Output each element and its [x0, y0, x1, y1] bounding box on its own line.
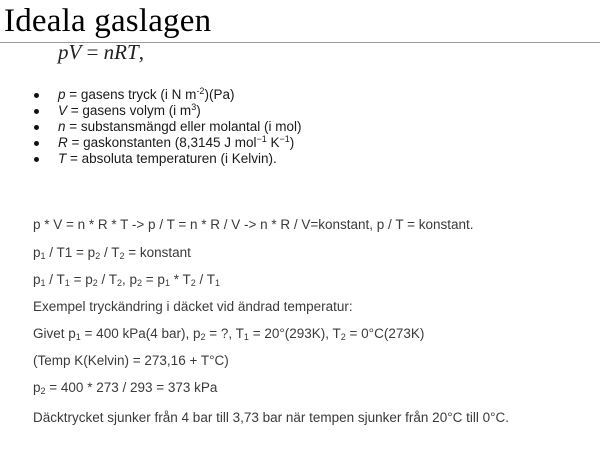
subscript: 1 — [40, 278, 46, 288]
subscript: 2 — [119, 251, 125, 261]
text: / T1 = p — [45, 245, 96, 260]
text: = p — [69, 272, 93, 287]
definition-text: = gasens volym (i m — [67, 103, 192, 118]
variable-symbol: T — [58, 151, 67, 166]
text: = ?, T — [205, 326, 244, 341]
conclusion-line: Däcktrycket sjunker från 4 bar till 3,73 bar när tempen sjunker från 20°C till 0°C. — [33, 410, 510, 425]
definition-text-end: ) — [196, 103, 201, 118]
variable-definitions-list — [30, 87, 302, 167]
subscript: 2 — [40, 386, 46, 396]
subscript: 1 — [75, 332, 81, 342]
bullet-icon — [34, 109, 39, 114]
list-item-volume — [30, 103, 302, 119]
superscript: 3 — [191, 102, 197, 112]
variable-symbol: R — [58, 135, 68, 150]
text: p — [33, 272, 41, 287]
constant-ratio-line — [33, 245, 191, 261]
bullet-icon — [34, 141, 39, 146]
superscript: -2 — [196, 86, 205, 96]
definition-text-mid: K — [266, 135, 280, 150]
ideal-gas-formula — [58, 38, 144, 66]
text: / T — [100, 245, 120, 260]
superscript: −1 — [279, 134, 290, 144]
variable-symbol: n — [58, 119, 66, 134]
text: / T — [45, 272, 65, 287]
definition-text-end: )(Pa) — [204, 87, 235, 102]
text: = 400 kPa(4 bar), p — [80, 326, 201, 341]
bullet-icon — [34, 125, 39, 130]
subscript: 1 — [243, 332, 249, 342]
definition-text: = absoluta temperaturen (i Kelvin). — [66, 151, 277, 166]
variable-symbol: V — [58, 103, 68, 118]
text: = p — [142, 272, 165, 287]
text: / T — [97, 272, 117, 287]
example-heading: Exempel tryckändring i däcket vid ändrad temperatur: — [33, 299, 353, 314]
text: p — [33, 245, 41, 260]
bullet-icon — [34, 93, 39, 98]
subscript: 2 — [340, 332, 346, 342]
formula-lhs: pV — [58, 40, 82, 64]
subscript: 2 — [137, 278, 143, 288]
subscript: 2 — [117, 278, 123, 288]
definition-text: = gasens tryck (i N m — [65, 87, 197, 102]
subscript: 1 — [215, 278, 221, 288]
text: / T — [195, 272, 216, 287]
formula-rhs: nRT — [103, 40, 139, 64]
given-values-line — [33, 326, 424, 342]
definition-text-end: ) — [289, 135, 295, 150]
bullet-icon — [34, 157, 39, 162]
variable-symbol: p — [58, 87, 66, 102]
subscript: 1 — [40, 251, 46, 261]
formula-comma: , — [138, 40, 144, 64]
text: = konstant — [124, 245, 191, 260]
list-item-pressure — [30, 87, 302, 103]
result-line — [33, 380, 217, 396]
text: = 20°(293K), T — [248, 326, 341, 341]
text: Givet p — [33, 326, 76, 341]
list-item-gas-constant — [30, 135, 302, 151]
subscript: 1 — [164, 278, 170, 288]
text: , p — [122, 272, 138, 287]
derivation-line: p * V = n * R * T -> p / T = n * R / V -> n * R / V=konstant, p / T = konstant. — [33, 217, 474, 232]
formula-equals: = — [81, 40, 104, 64]
kelvin-conversion-line: (Temp K(Kelvin) = 273,16 + T°C) — [33, 353, 229, 368]
text: p — [33, 380, 41, 395]
list-item-amount — [30, 119, 302, 135]
definition-text: = substansmängd eller molantal (i mol) — [65, 119, 302, 134]
page-title: Ideala gaslagen — [4, 3, 212, 39]
definition-text: = gaskonstanten (8,3145 J mol — [67, 135, 257, 150]
subscript: 2 — [200, 332, 206, 342]
subscript: 2 — [92, 278, 98, 288]
text: = 0°C(273K) — [345, 326, 425, 341]
list-item-temperature — [30, 151, 302, 167]
subscript: 1 — [64, 278, 70, 288]
text: = 400 * 273 / 293 = 373 kPa — [45, 380, 218, 395]
superscript: −1 — [256, 134, 267, 144]
text: * T — [169, 272, 191, 287]
solve-p2-line — [33, 272, 220, 288]
subscript: 2 — [95, 251, 101, 261]
subscript: 2 — [190, 278, 196, 288]
